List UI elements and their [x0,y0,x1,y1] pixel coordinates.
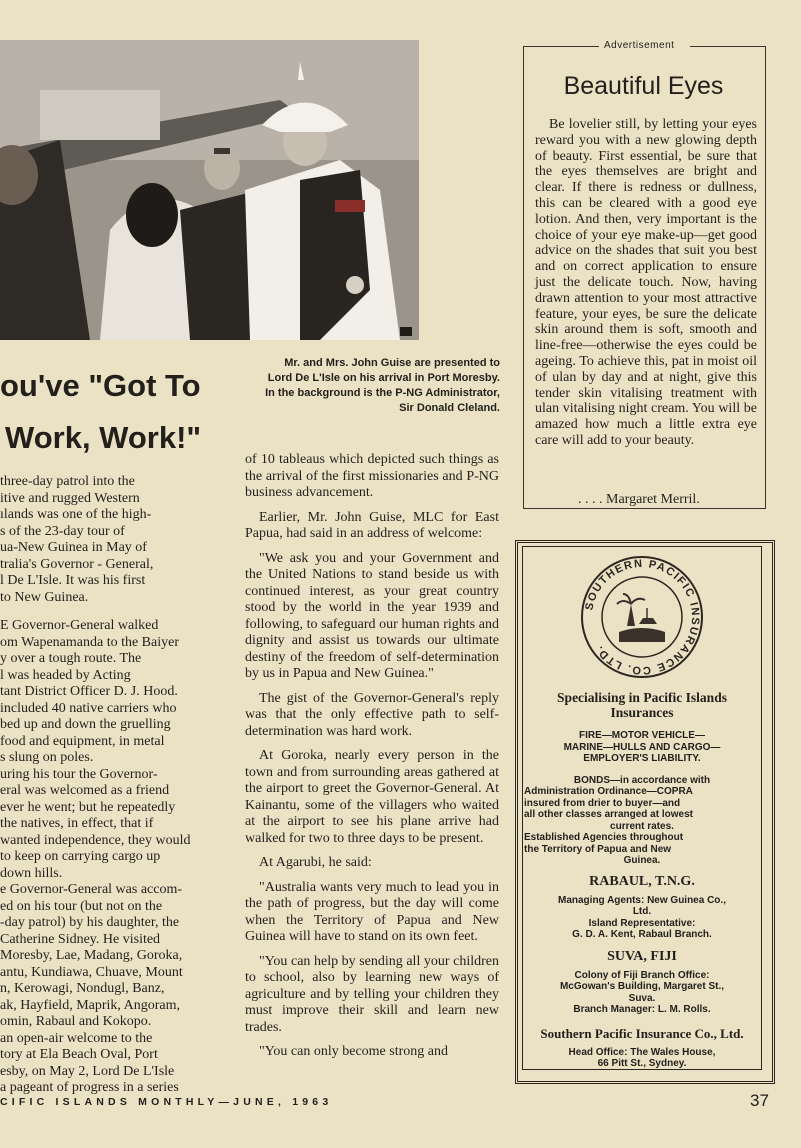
article-paragraph: Earlier, Mr. John Guise, MLC for East Papua, had said in an address of welcome: [245,509,499,541]
page-footer: CIFIC ISLANDS MONTHLY—JUNE, 1963 [0,1096,333,1108]
headline-line-2: Work, Work!" [5,420,202,455]
head-office-line: 66 Pitt St., Sydney. [597,1058,687,1069]
advertisement-signature: . . . . Margaret Merril. [578,492,700,507]
article-line: ua-New Guinea in May of [0,540,147,555]
article-paragraph: "Australia wants very much to lead you in the path of progress, but the day will come when the Territory of Papua and New Guinea will have to stand on its own feet. [245,879,499,944]
article-middle-column [245,452,499,1069]
article-line: tory at Ela Beach Oval, Port [0,1047,158,1062]
news-photo [0,40,419,340]
article-line: ed on his tour (but not on the [0,898,163,914]
article-paragraph: The gist of the Governor-General's reply was that the only effective path to self-determination was hard work. [245,690,499,739]
article-line: n, Kerowagi, Nondugl, Banz, [0,981,165,996]
article-line: Moresby, Lae, Madang, Goroka, [0,948,183,963]
suva-line: Branch Manager: L. M. Rolls. [573,1004,711,1015]
article-line: to keep on carrying cargo up [0,849,161,864]
article-line: omin, Rabaul and Kokopo. [0,1014,152,1029]
article-paragraph: "You can only become strong and [259,1044,448,1059]
article-line: itive and rugged Western [0,490,140,506]
rabaul-line: Managing Agents: New Guinea Co., [558,894,726,906]
article-line: wanted independence, they would [0,832,191,848]
paragraph-gap [0,606,224,618]
page-number: 37 [750,1091,769,1110]
insurance-line: FIRE—MOTOR VEHICLE— [579,730,705,741]
article-left-column [0,474,224,1097]
advertisement-label: Advertisement [604,40,675,51]
insurance-line: MARINE—HULLS AND CARGO— [563,741,721,753]
bonds-line: current rates. [610,820,674,832]
article-line: E Governor-General walked [0,618,159,633]
rabaul-line: Ltd. [632,906,652,917]
photo-credit-mark [400,327,412,336]
bonds-line: all other classes arranged at lowest [524,809,693,820]
article-line: an open-air welcome to the [0,1030,153,1046]
insurance-lines [524,730,760,765]
article-paragraph: "You can help by sending all your children to school, also by learning new ways of agriculture and by telling your children they must improve their skill and learn new trades. [245,953,499,1035]
photo-illustration [0,40,419,340]
article-line: s of the 23-day tour of [0,523,125,539]
advertisement-body: Be lovelier still, by letting your eyes reward you with a new glowing depth of beauty. First essential, be sure that the eyes themselves are bright and clear. If there is redness or dullness, this can be cleared with a good eye lotion. And then, very important is the choice of your eye make-up—get good advice on the shades that suit you best and on correct application to ensure just the delicate touch. Now, having drawn attention to your most attractive feature, your eyes, be sure the delicate skin around them is soft, smooth and line-free—otherwise the eyes could be ageing. To achieve this, pat in moist oil of ulan by day and at night, give this tender skin vitalising treatment with ulan vitalising night cream. You will be amazed how much a little extra eye care will add to your beauty. [535,117,757,448]
article-line: bed up and down the gruelling [0,717,171,732]
suva-line: McGowan's Building, Margaret St., [559,981,725,992]
article-line: food and equipment, in metal [0,733,165,749]
article-line: tant District Officer D. J. Hood. [0,684,178,699]
insurance-ad-text [524,690,760,1070]
article-paragraph: At Agarubi, he said: [259,855,372,870]
article-paragraph: of 10 tableaus which depicted such things as the arrival of the first missionaries and P-NG business advancement. [245,452,499,500]
suva-line: Colony of Fiji Branch Office: [574,969,710,981]
svg-text:SOUTHERN PACIFIC INSURANCE CO. [583,558,701,676]
article-line: antu, Kundiawa, Chuave, Mount [0,964,183,980]
suva-line: Suva. [628,992,656,1004]
article-line: down hills. [0,865,63,881]
bonds-line: the Territory of Papua and New [524,843,672,855]
article-line: l De L'Isle. It was his first [0,573,146,588]
article-paragraph: At Goroka, nearly every person in the town and from surrounding areas gathered at the airport to greet the Governor-General. At Kainantu, some of the villagers who waited at the airport to see his plane arrive had walked for two to three days to be present. [245,748,499,846]
article-line: tralia's Governor - General, [0,556,154,572]
article-line: Catherine Sidney. He visited [0,931,161,947]
office-city-rabaul: RABAUL, T.N.G. [589,873,695,889]
article-line: l was headed by Acting [0,667,131,683]
article-line: ak, Hayfield, Maprik, Angoram, [0,997,181,1013]
rabaul-line: G. D. A. Kent, Rabaul Branch. [572,929,712,940]
office-city-suva: SUVA, FIJI [607,948,677,964]
article-line: uring his tour the Governor- [0,766,158,782]
article-line: ılands was one of the high- [0,507,152,522]
bonds-line: insured from drier to buyer—and [524,797,681,809]
article-line: esby, on May 2, Lord De L'Isle [0,1063,175,1079]
insurance-heading: Specialising in Pacific Islands Insurances [557,690,727,720]
article-line: included 40 native carriers who [0,700,177,716]
article-line: eral was welcomed as a friend [0,783,170,798]
article-line: a pageant of progress in a series [0,1080,179,1095]
headline-line-1: ou've "Got To [0,368,201,403]
bonds-line: Guinea. [623,855,661,866]
article-line: -day patrol) by his daughter, the [0,915,180,930]
article-line: s slung on poles. [0,750,94,765]
rabaul-line: Island Representative: [588,917,696,929]
insurance-company-name: Southern Pacific Insurance Co., Ltd. [540,1025,744,1041]
article-line: om Wapenamanda to the Baiyer [0,634,179,650]
bonds-line: BONDS—in accordance with [573,774,711,786]
advertisement-title: Beautiful Eyes [563,72,724,100]
bonds-line: Established Agencies throughout [524,832,684,843]
insurance-bonds [524,775,760,867]
article-line: to New Guinea. [0,589,89,605]
seal-text: SOUTHERN PACIFIC INSURANCE CO. LTD. [583,557,702,677]
insurance-line: EMPLOYER'S LIABILITY. [583,753,701,764]
insurance-seal-icon [579,554,705,680]
article-paragraph: "We ask you and your Government and the United Nations to stand beside us with continued interest, as your great country stood by the world in the year 1939 and following, to safeguard our human rights and dignity and assist us towards our ultimate destiny of the freedom of self-determination by us in Papua and New Guinea." [245,550,499,681]
article-line: three-day patrol into the [0,474,135,489]
head-office-line: Head Office: The Wales House, [568,1046,716,1058]
article-line: e Governor-General was accom- [0,882,183,897]
bonds-line: Administration Ordinance—COPRA [524,786,693,797]
article-line: y over a tough route. The [0,651,142,666]
article-line: the natives, in effect, that if [0,816,154,831]
photo-caption: Mr. and Mrs. John Guise are presented to Lord De L'Isle on his arrival in Port Moresby. In the background is the P-NG Administrator, Sir Donald Cleland. [265,357,500,414]
article-line: ever he went; but he repeatedly [0,799,176,815]
